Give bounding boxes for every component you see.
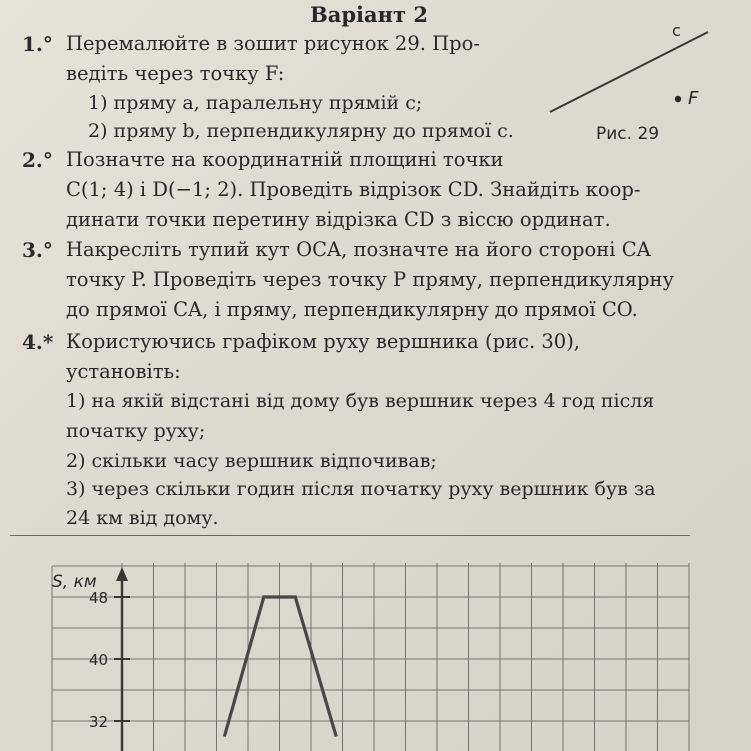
task-2-line-1: Позначте на координатній площині точки xyxy=(66,148,504,171)
divider xyxy=(10,535,690,536)
figure-29-caption: Рис. 29 xyxy=(596,124,660,144)
task-2-line-3: динати точки перетину відрізка CD з віссю ординат. xyxy=(66,208,611,231)
y-axis-label: S, км xyxy=(52,572,97,592)
y-tick-label: 48 xyxy=(89,589,109,607)
task-2-line-2: C(1; 4) і D(−1; 2). Проведіть відрізок CD. Знайдіть коор- xyxy=(66,178,641,201)
figure-30-chart xyxy=(0,545,751,751)
page-title: Варіант 2 xyxy=(310,2,428,27)
task-2-number: 2.° xyxy=(22,148,53,172)
task-3-number: 3.° xyxy=(22,238,53,262)
task-4-item-1-cont: початку руху; xyxy=(66,420,206,442)
task-4-item-2: 2) скільки часу вершник відпочивав; xyxy=(66,450,437,472)
task-1-item-1: 1) пряму a, паралельну прямій c; xyxy=(88,92,423,114)
point-f xyxy=(675,96,681,102)
task-4-line-1: Користуючись графіком руху вершника (рис. 30), xyxy=(66,330,580,353)
task-4-item-1: 1) на якій відстані від дому був вершник через 4 год після xyxy=(66,390,655,412)
task-4-item-3: 3) через скільки годин після початку руху вершник був за xyxy=(66,478,656,500)
task-3-line-3: до прямої CA, і пряму, перпендикулярну до прямої CO. xyxy=(66,298,638,321)
y-tick-label: 32 xyxy=(89,713,109,731)
y-ticks xyxy=(89,589,130,731)
task-4-item-3-cont: 24 км від дому. xyxy=(66,507,219,529)
task-4-line-2: установіть: xyxy=(66,360,181,383)
task-1-line-2: ведіть через точку F: xyxy=(66,62,285,85)
task-1-line-1: Перемалюйте в зошит рисунок 29. Про- xyxy=(66,32,480,55)
y-tick-label: 40 xyxy=(89,651,109,669)
figure-29 xyxy=(540,20,720,120)
chart-grid xyxy=(52,563,689,751)
task-3-line-2: точку P. Проведіть через точку P пряму, перпендикулярну xyxy=(66,268,675,291)
line-c xyxy=(550,32,708,112)
line-c-label: c xyxy=(672,21,681,40)
point-f-label: F xyxy=(688,88,699,109)
series-line xyxy=(224,597,336,737)
task-3-line-1: Накресліть тупий кут OCA, позначте на його стороні CA xyxy=(66,238,651,261)
task-1-item-2: 2) пряму b, перпендикулярну до прямої c. xyxy=(88,120,514,142)
y-axis-arrow xyxy=(116,567,128,581)
task-4-number: 4.* xyxy=(22,330,54,354)
task-1-number: 1.° xyxy=(22,32,53,56)
